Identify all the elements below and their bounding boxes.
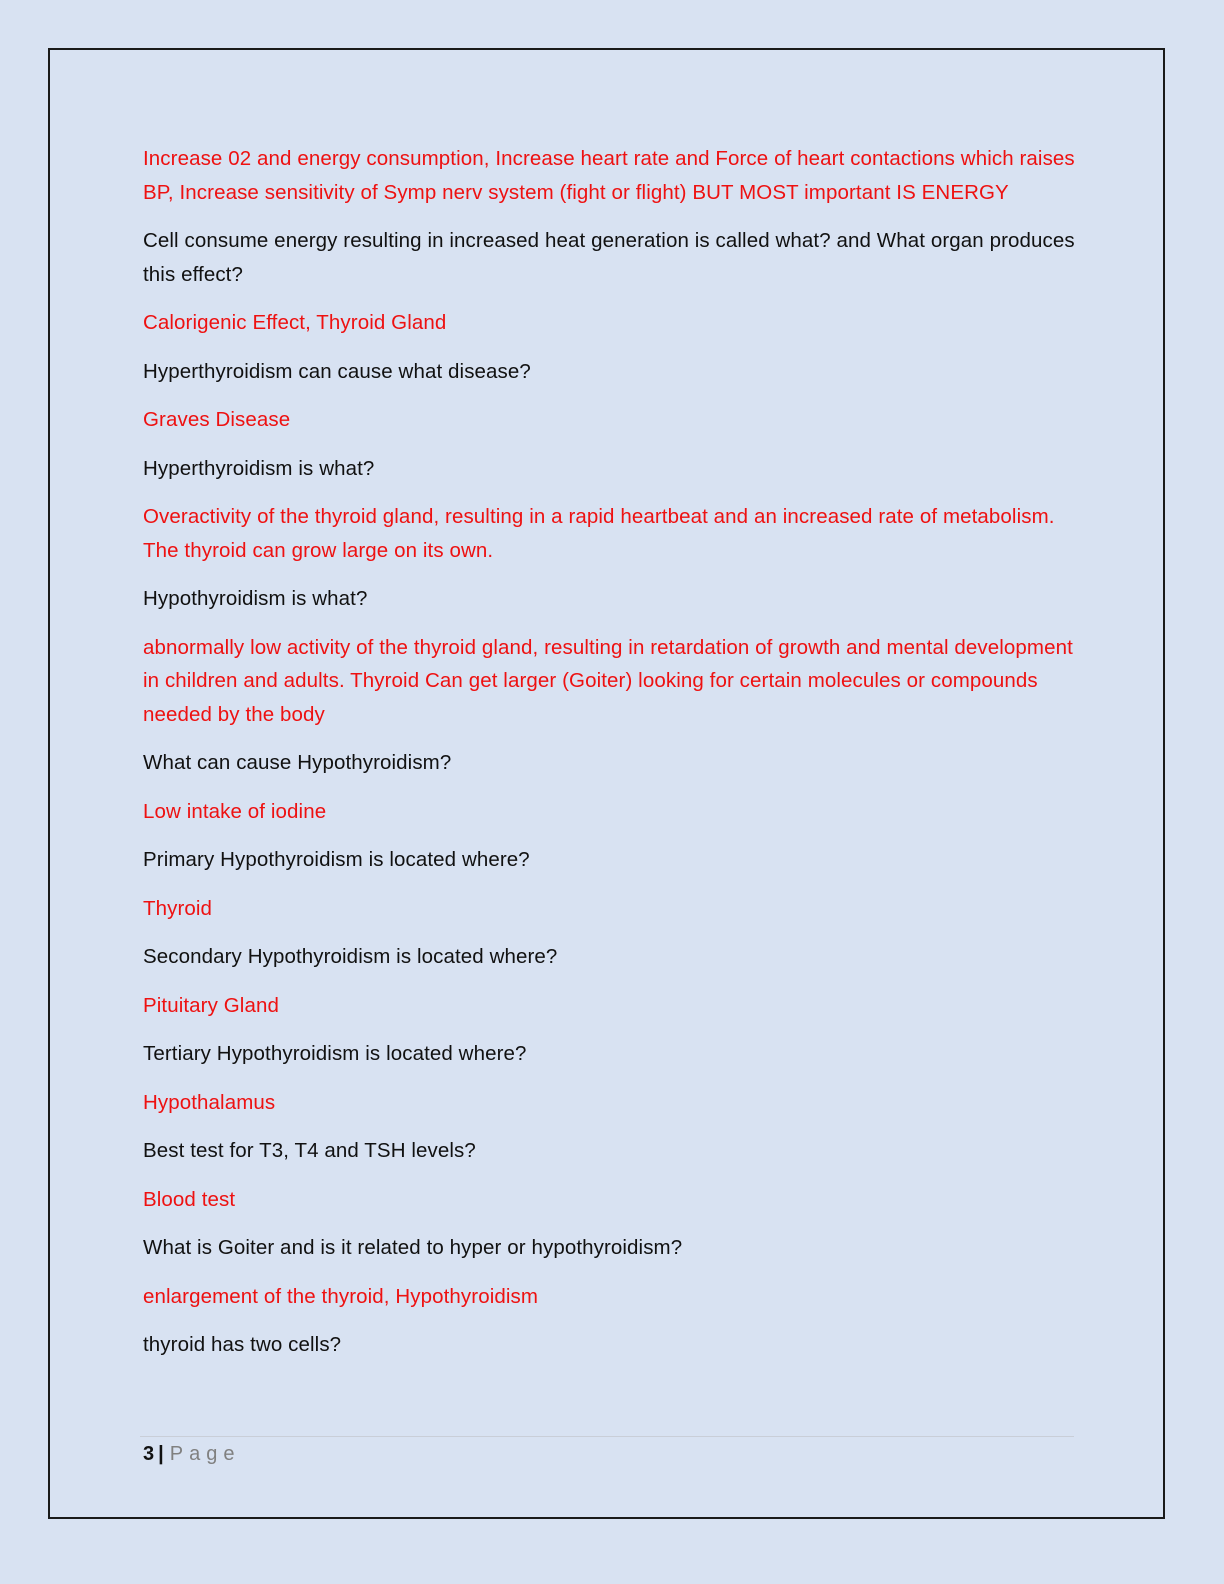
answer-paragraph: Hypothalamus	[143, 1090, 276, 1114]
answer-paragraph: Blood test	[143, 1187, 236, 1211]
footer-divider	[140, 1436, 1074, 1437]
question-paragraph: thyroid has two cells?	[143, 1333, 342, 1356]
answer-paragraph: Pituitary Gland	[143, 993, 279, 1017]
question-paragraph: Tertiary Hypothyroidism is located where?	[143, 1042, 527, 1065]
question-paragraph: Best test for T3, T4 and TSH levels?	[143, 1139, 476, 1162]
question-paragraph: Hyperthyroidism can cause what disease?	[143, 359, 531, 383]
question-paragraph: Secondary Hypothyroidism is located where?	[143, 945, 558, 968]
page-number: 3	[143, 1443, 155, 1465]
question-paragraph: Cell consume energy resulting in increased heat generation is called what? and What organ produces this effect?	[143, 229, 1075, 286]
answer-paragraph: Graves Disease	[143, 408, 291, 431]
footer-separator: |	[158, 1443, 164, 1465]
page-label: Page	[169, 1443, 241, 1465]
question-paragraph: Hyperthyroidism is what?	[143, 456, 375, 480]
answer-paragraph: abnormally low activity of the thyroid gland, resulting in retardation of growth and mental development in children and adults. Thyroid Can get larger (Goiter) looking for certain molecules or compounds needed by the body	[143, 635, 1073, 726]
answer-paragraph: Overactivity of the thyroid gland, resulting in a rapid heartbeat and an increased rate of metabolism. The thyroid can grow large on its own.	[143, 505, 1055, 562]
question-paragraph: Hypothyroidism is what?	[143, 587, 368, 610]
answer-paragraph: Increase 02 and energy consumption, Increase heart rate and Force of heart contactions which raises BP, Increase sensitivity of Symp nerv system (fight or flight) BUT MOST important IS ENERGY	[143, 147, 1075, 204]
answer-paragraph: Calorigenic Effect, Thyroid Gland	[143, 311, 447, 334]
answer-paragraph: Thyroid	[143, 896, 213, 920]
question-paragraph: What is Goiter and is it related to hyper or hypothyroidism?	[143, 1236, 683, 1259]
answer-paragraph: Low intake of iodine	[143, 799, 327, 823]
answer-paragraph: enlargement of the thyroid, Hypothyroidism	[143, 1284, 539, 1308]
question-paragraph: What can cause Hypothyroidism?	[143, 751, 452, 774]
document-body	[143, 142, 1078, 1377]
question-paragraph: Primary Hypothyroidism is located where?	[143, 848, 530, 871]
page-footer	[143, 1440, 240, 1468]
